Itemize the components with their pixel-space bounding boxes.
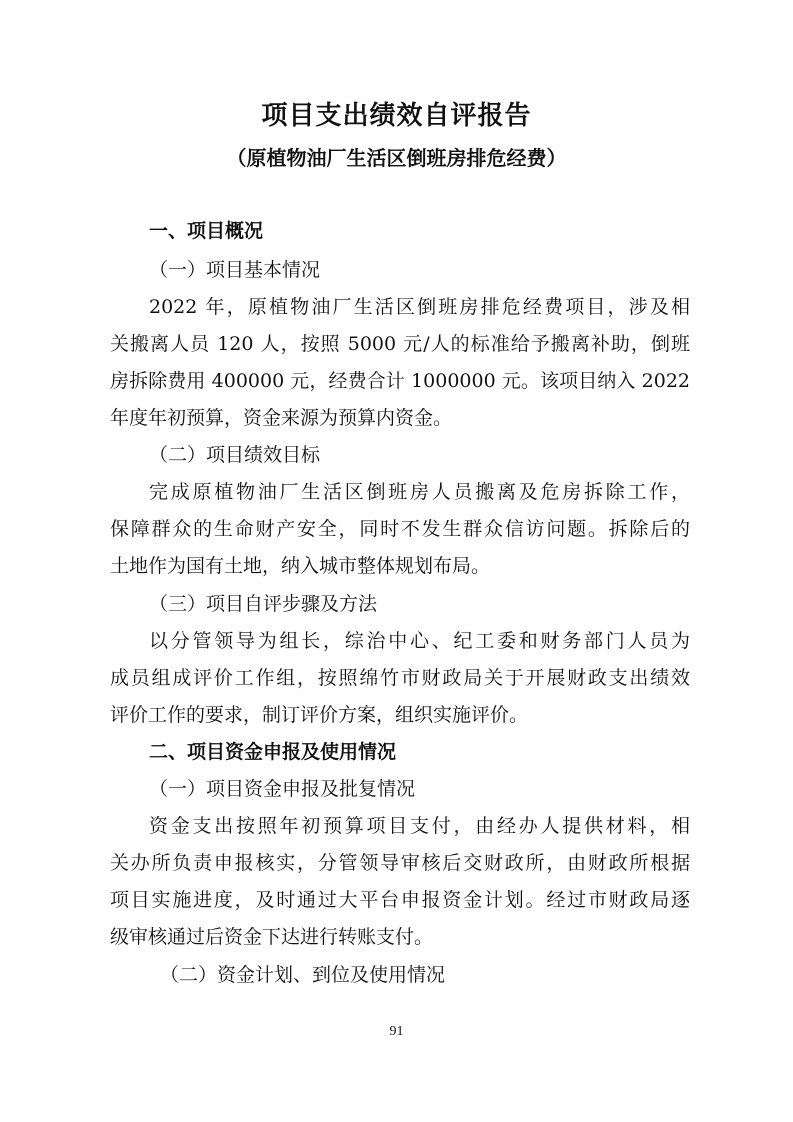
subsection-heading-1-2: （二）项目绩效目标 [149,444,321,466]
paragraph-line: 以分管领导为组长，综治中心、纪工委和财务部门人员为 [149,630,690,652]
paragraph-line: 房拆除费用 400000 元，经费合计 1000000 元。该项目纳入 2022 [110,370,690,392]
paragraph-line: 关办所负责申报核实，分管领导审核后交财政所，由财政所根据 [110,852,690,874]
paragraph-line: 项目实施进度，及时通过大平台申报资金计划。经过市财政局逐 [110,889,690,911]
paragraph-line: 资金支出按照年初预算项目支付，由经办人提供材料，相 [149,815,690,837]
paragraph-line: 保障群众的生命财产安全，同时不发生群众信访问题。拆除后的 [110,518,690,540]
paragraph-line: 土地作为国有土地，纳入城市整体规划布局。 [110,555,491,577]
paragraph-line: 2022 年，原植物油厂生活区倒班房排危经费项目，涉及相 [149,296,690,318]
subsection-heading-2-1: （一）项目资金申报及批复情况 [149,778,416,800]
page-number: 91 [389,1024,404,1039]
paragraph-line: 评价工作的要求，制订评价方案，组织实施评价。 [110,704,529,726]
section-heading-2: 二、项目资金申报及使用情况 [149,741,397,763]
section-heading-1: 一、项目概况 [149,220,264,242]
paragraph-line: 关搬离人员 120 人，按照 5000 元/人的标准给予搬离补助，倒班 [110,333,690,355]
document-title: 项目支出绩效自评报告 [261,101,532,131]
paragraph-line: 完成原植物油厂生活区倒班房人员搬离及危房拆除工作， [149,481,690,503]
paragraph-line: 级审核通过后资金下达进行转账支付。 [110,926,434,948]
document-subtitle: （原植物油厂生活区倒班房排危经费） [226,146,567,170]
subsection-heading-1-3: （三）项目自评步骤及方法 [149,593,378,615]
paragraph-line: 年度年初预算，资金来源为预算内资金。 [110,407,453,429]
subsection-heading-1-1: （一）项目基本情况 [149,259,321,281]
subsection-heading-2-2: （二）资金计划、到位及使用情况 [160,964,446,986]
paragraph-line: 成员组成评价工作组，按照绵竹市财政局关于开展财政支出绩效 [110,667,690,689]
